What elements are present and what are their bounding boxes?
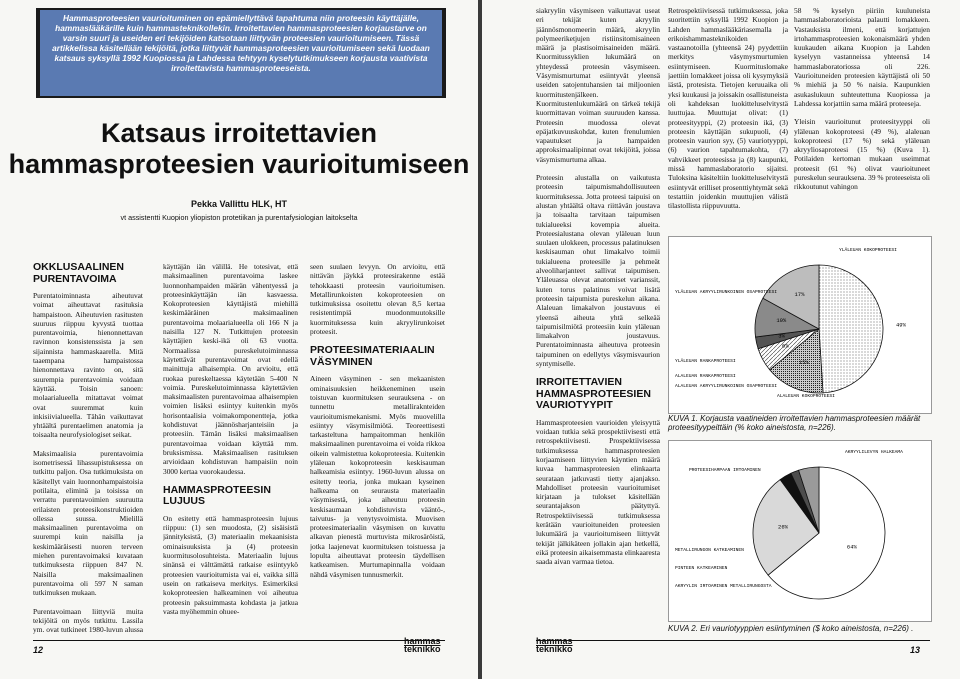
figure-2 xyxy=(668,440,932,622)
figure-2-caption: KUVA 2. Eri vauriotyyppien esiintyminen ($ koko aineistosta, n=226) . xyxy=(668,624,914,633)
section-heading-purentavoima: OKKLUSAALINEN PURENTAVOIMA xyxy=(33,262,124,285)
article-title-line1: Katsaus irroitettavien xyxy=(100,118,378,148)
paragraph: Purentatoiminnasta aiheutuvat voimat aiheuttavat rasituksia hampaistoon. Aiheutuvien rasitusten suuruus riippuu kyvystä tuottaa purentavoimia, hienonnettavan ravinnon konsistenssista ja sen sijainnista hammaskaarella. Mitä taaempana hampaistossa hienonnettava ravinto on, sitä suurempia purentavoimia voidaan käyttää. Toisin sanoen: molaarialueella mitattavat voimat ovat suuremmat kuin inkisiivialueella. Tähän vaikuttavat yhtäältä purentaelimen anatomia ja toisaalta neurofysiologiset seikat. xyxy=(33,291,143,440)
fig2-legend-label: PROTEESIHAMPAAN IRTOAMINEN xyxy=(689,468,761,473)
logo-line2: teknikko xyxy=(404,644,441,654)
footer-rule xyxy=(33,640,445,641)
paragraph: Proteesin alustalla on vaikutusta proteesin taipumismahdollisuuteen kuormituksessa. Jotta proteesi taipuisi on alustan yhtäältä oltava riittävän joustava ja toisaalta tarvitaan taipumisen tukialueeksi kovempia alueita. Proteesialustana olevan yläleuan luun suulaen ulokkeen, processus palatinuksen keskisauman ohut limakalvo toimii tukialueena proteesille ja pehmeät alveoliharjanteet sallivat taipumisen. Yläleuassa olevat anatomiset varianssit, kuten torus palatinus voivat lisätä proteesin taipumista pureskelun aikana. Alaleuan limakalvon joustavuus ei yleensä aiheuta yhtä selkeää taipumisilmiötä proteesiin kuin yläleuan limakalvon joustavuus. Purentatoiminnasta aiheutuva proteesin taipuminen on edellytys väsymisvaurion syntymiselle. xyxy=(536,173,660,368)
right-column-1 xyxy=(536,6,660,636)
right-column-3 xyxy=(794,6,930,232)
fig1-legend-label: ALALEUAN KOKOPROTEESI xyxy=(777,394,835,399)
section-heading-vauriotyypit: IRROITETTAVIEN HAMMASPROTEESIEN VAURIOTYYPIT xyxy=(536,376,651,412)
paragraph: 58 % kyselyn piiriin kuuluneista hammaslaboratorioista palautti lomakkeen. Vastauksista ilmeni, että korjattujen irtohammasproteesien kokonaismäärä yhden kuukauden aikana Kuopion ja Lahden kyselyyn vastanneissa yhteensä 14 hammaslaboratoriossa oli 226. Vaurioituneiden proteesien käyttäjistä oli 50 % miehiä ja 50 % naisia. Kaupunkien asukaslukuun suhteutettuna Kuopiossa ja Lahdessa korjattiin sama määrä proteeseja. xyxy=(794,6,930,108)
author-byline: Pekka Vallittu HLK, HT xyxy=(190,199,288,209)
page-number-left: 12 xyxy=(33,645,44,655)
paragraph: seen suulaen levyyn. On arvioitu, että nittävän jäykkä proteesirakenne estää tehokkaasti proteesin vaurioitumisen. Metallirunkoisten kokoproteesien on tutkimuksissa osoitettu olevan 8,5 kertaa resistentimpiä muodonmuutoksille kuormituksessa kuin akryylirunkoiset proteesit. xyxy=(310,262,445,337)
figure-1 xyxy=(668,236,932,414)
fig1-legend-label: YLÄLEUAN AKRYYLIRUNKOINEN OSAPROTEESI xyxy=(675,290,777,295)
section-heading-vasyminen: PROTEESIMATERIAALIN VÄSYMINEN xyxy=(310,344,435,368)
fig2-legend-label: AKRYYLILEVYN HALKEAMA xyxy=(845,450,903,455)
fig1-percent-label: 17% xyxy=(794,290,805,298)
paragraph: Aineen väsyminen - sen mekaanisten ominaisuuksien heikkeneminen usein toistuvan kuormituksen seurauksena - on tunnettu metalliraknteiden vaurioitumismekanismi. Myös muovelilla esiintyy väsymisilmiötä. Teoreettisesti tarkasteltuna hampaitomman henkilön maksimaalinen purentavoima ei voida rikkoa oikein valmistettua kokoproteesia. Kuitenkin yläleuan kokoproteesin keskisauman halkeamisia esiintyy. 1960-luvun alussa on esitetty teoria, jonka mukaan kyseinen halkeama on seurausta materiaalin väsymisestä, joka aiheutuu proteesin keskisaumaan kohdistuvista vääntö-, taivutus- ja venytysvoimista. Muovisen proteesimateriaalin väsymisen on kuvattu alkavan pienestä murtuvista mikrosäröistä, jotka laajenevat kuormituksen toistuessa ja lopulta aiheuttavat proteesin täydellisen katkeamisen. Murtumapinnalla voidaan nähdä väsymisen tunnusmerkit. xyxy=(310,374,445,579)
fig1-legend-label: YLÄLEUAN RANKAPROTEESI xyxy=(675,359,736,364)
figure-1-caption: KUVA 1. Korjausta vaatineiden irroitettavien hammasproteesien määrät proteesityypeittäin (% koko aineistosta, n=226). xyxy=(668,414,921,433)
fig2-legend-label: PINTEEN KATKEAMINEN xyxy=(675,566,728,571)
fig1-legend-label: ALALEUAN RANKAPROTEESI xyxy=(675,374,736,379)
fig1-percent-label: 10% xyxy=(776,316,787,324)
figure-1-pie-chart xyxy=(669,237,931,413)
article-title-line2: hammasproteesien vaurioitumiseen xyxy=(8,149,470,179)
right-column-2 xyxy=(668,6,788,232)
paragraph: käyttäjän iän välillä. He totesivat, että maksimaalinen purentavoima laskee luonnonhampaiden määrän vähentyessä ja proteesinkäyttäjän iän kasvaessa. Kokoproteesien käyttäjistä miehillä keskimääräinen maksimaalinen purentavoima molaarialueella oli 166 N ja naisilla 127 N. Tutkittujen proteesin käyttäjien keski-ikä oli 63 vuotta. Normaalissa pureskelutoiminnassa käytettävät purentavoimat ovat edellä mainittuja alhaisempia. On arvioitu, että ruokaa pureskeltaessa käytetään 5-400 N voimia. Pureskelutoiminnassa käytettävien maksimaalisten purentavoimaa alhaisempien voimien lisäksi esiintyy kuitenkin myös horisontaalisia voimakomponentteja, jotka kohdistuvat jäännösharjanteisiin ja proteesiin. Tämän lisäksi maksimaalisen purentavoimaa voidaan käyttää mm. bruksismissa. Maksimaalisen rasituksen arvioidaan kohdistuvan hampaisiin noin 3000 kertaa vuorokaudessa. xyxy=(163,262,298,476)
fig2-legend-label: AKRYYLIN IRTOAMINEN METALLIRUNGOSTA xyxy=(675,584,772,589)
lead-paragraph: Hammasproteesien vaurioituminen on epämiellyttävä tapahtuma niin proteesin käyttäjälle, hammaslääkärille kuin hammasteknikollekin. Irroitettavien hammasproteesien korjaustarve on varsin suuri ja useiden eri tekijöiden katsotaan liittyvän proteesien vaurioitumiseen. Tässä artikkelissa käsitellään tekijöitä, jotka liittyvät hammasproteesien vaurioitumiseen sekä luodaan katsaus syksyllä 1992 Kuopiossa ja Lahdessa tehtyyn kyselytutkimukseen korjausta vaativista irroitettavista hammasproteeseista. xyxy=(40,10,442,96)
fig1-percent-label: 6% xyxy=(782,342,789,350)
fig2-percent-label: 26% xyxy=(778,523,788,531)
fig1-percent-label: 15% xyxy=(798,359,809,367)
fig1-slice-0 xyxy=(819,265,883,393)
left-column-1 xyxy=(33,262,143,634)
figure-2-pie-chart xyxy=(669,441,931,621)
magazine-logo xyxy=(536,637,573,653)
paragraph: Yleisin vaurioitunut proteesityyppi oli yläleuan kokoproteesi (49 %), alaleuan kokoproteesi (17 %) sekä yläleuan akryyliosaproteesi (15 %) (Kuva 1). Potilaiden kertoman mukaan useimmat proteesit (61 %) olivat vaurioituneet pureskelun seurauksena. 39 % proteeseista oli rikkoutunut vahingon xyxy=(794,117,930,192)
left-column-3 xyxy=(310,262,445,634)
footer-rule xyxy=(536,640,930,641)
fig1-legend-label: YLÄLEUAN KOKOPROTEESI xyxy=(839,248,897,253)
left-page xyxy=(0,0,478,679)
fig1-legend-label: ALALEUAN AKRYYLIRUNKOINEN OSAPROTEESI xyxy=(675,384,777,389)
magazine-logo xyxy=(404,637,441,653)
paragraph: Retrospektiivisessä tutkimuksessa, joka suoritettiin syksyllä 1992 Kuopion ja Lahden hammaslääkäriasemalla ja erikoishammasteknikoiden vastaanotoilla (yhteensä 24) pyydettiin merkitys väsymysmurtumien esiintymiseen. Kuormituslomake jaettiin lomakkeet joissa oli kysymyksiä iästä, protesista. Tietojen keruuaika oli yksi kuukausi ja joissakin osallistuneista oli kahdeksan luokitteluselvitystä luuttujaa. Muuttujat olivat: (1) proteesityyppi, (2) proteesin ikä, (3) proteesin käyttäjän sukupuoli, (4) proteesin vaurion syy, (5) vauriotyyppi, (6) vaurion tapahtumakohta, (7) vahvikkeet proteesissa ja (8) kaupunki, missä hammaslaboratorio sijaitsi. Tuloksina käsiteltiin luokitteluselvitystä esiintyvät erilliset prosenttiyhtymät sekä testattiin joidenkin muuttujien välistä tilastollista riippuvuutta. xyxy=(668,6,788,211)
paragraph: Hammasproteesien vaurioiden yleisyyttä voidaan tutkia sekä prospektiivisesti että retrospektiivisesti. Prospektiivisessa tutkimuksessa hammasproteesien korjaamiseen liittyvien käyntien määrä kuvaa hammasproteesien elinkaarta seurataan jatkuvasti tietty ajanjakso. Mahdolliset proteesin vaurioitumiset kirjataan ja tulokset käsitellään seurantajakson päätyttyä. Retrospektiivisessä tutkimuksessa kerätään vaurioituneiden proteesien lukumäärä ja vaurioitumiseen liittyvät tekijät jälkikäteen jollakin ajan hetkellä, eikä proteesin aikaisemmasta elinkaaresta saada aivan varmaa tietoa. xyxy=(536,417,660,567)
paragraph: siakryylin väsymiseen vaikuttavat useat eri tekijät kuten akryylin jäännösmonomeerin määrä, akryylin polymeeriketjujen ristiinsitomisaineen määrä ja plastisoimisaineiden määrä. Kuormitussyklien lukumäärä on yhteydessä proteesin väsymiseen. Väsymismurtumat esiintyvät yleensä useiden satojentuhansien tai miljoonien kuormitustenjälkeen. Kuormitustenlukumäärä on tärkeä tekijä kuormittavan voiman suuruuden kanssa. Proteesin muodossa olevat epäjatkuvuuskohdat, kuten frenulumien vapautukset ja hampaiden approksimaalipinnat ovat tekijöitä, joissa väsymismurtuma alkaa. xyxy=(536,6,660,164)
paragraph: On esitetty että hammasproteesin lujuus riippuu: (1) sen muodosta, (2) sisäisistä jännityksistä, (3) materiaalin mekaanisista ominaisuuksista ja (4) proteesin kuormitusolosuhteista. Materiaalin lujuus sinänsä ei välttämättä ratkaise esiintyykö proteesien vaurioitumista vai ei, vaikka sillä usein on ratkaiseva merkitys. Esimerkiksi kokoproteesien halkeaminen voi aiheutua proteesin paksuimmasta kohdasta ja jatkua vasta myöhemmin ohuee- xyxy=(163,513,298,616)
logo-line1: hammas xyxy=(536,636,573,646)
left-column-2 xyxy=(163,262,298,634)
fig2-percent-label: 64% xyxy=(846,543,857,551)
lead-box xyxy=(36,8,446,98)
author-affiliation: vt assistentti Kuopion yliopiston protetiikan ja purentafysiologian laitokselta xyxy=(120,213,358,222)
fig2-legend-label: METALLIRUNGON KATKEAMINEN xyxy=(675,548,744,553)
paragraph: Maksimaalisia purentavoimia isometrisessä lihassupistuksessa on tutkittu paljon. Osa tutkimuksista on käsitellyt vain luonnonhampaistoisia potilaita, eliminä ja toisissa on verrattu purentavoimien suuruutta erilaisten proteesikonstruktioiden ollessa suussa. Mielillä maksimaalinen purentavoima on suurempi kuin naisilla ja keskimääräisesti nuoren terveen miehen purentavoimaksi kuvataan tutkimuksesta riippuen 847 N. Naisilla maksimaalinen purentavoima oli 597 N saman tutkimuksen mukaan. xyxy=(33,448,143,598)
logo-line2: teknikko xyxy=(536,644,573,654)
fig1-percent-label: 3% xyxy=(778,332,785,340)
paragraph: Purentavoimaan liittyviä muita tekijöitä on myös tutkittu. Lassila ym. ovat tutkineet 1980-luvun alussa xyxy=(33,606,143,634)
page-number-right: 13 xyxy=(910,645,921,655)
logo-line1: hammas xyxy=(404,636,441,646)
fig1-percent-label: 49% xyxy=(896,321,906,329)
section-heading-lujuus: HAMMASPROTEESIN LUJUUS xyxy=(163,483,271,508)
